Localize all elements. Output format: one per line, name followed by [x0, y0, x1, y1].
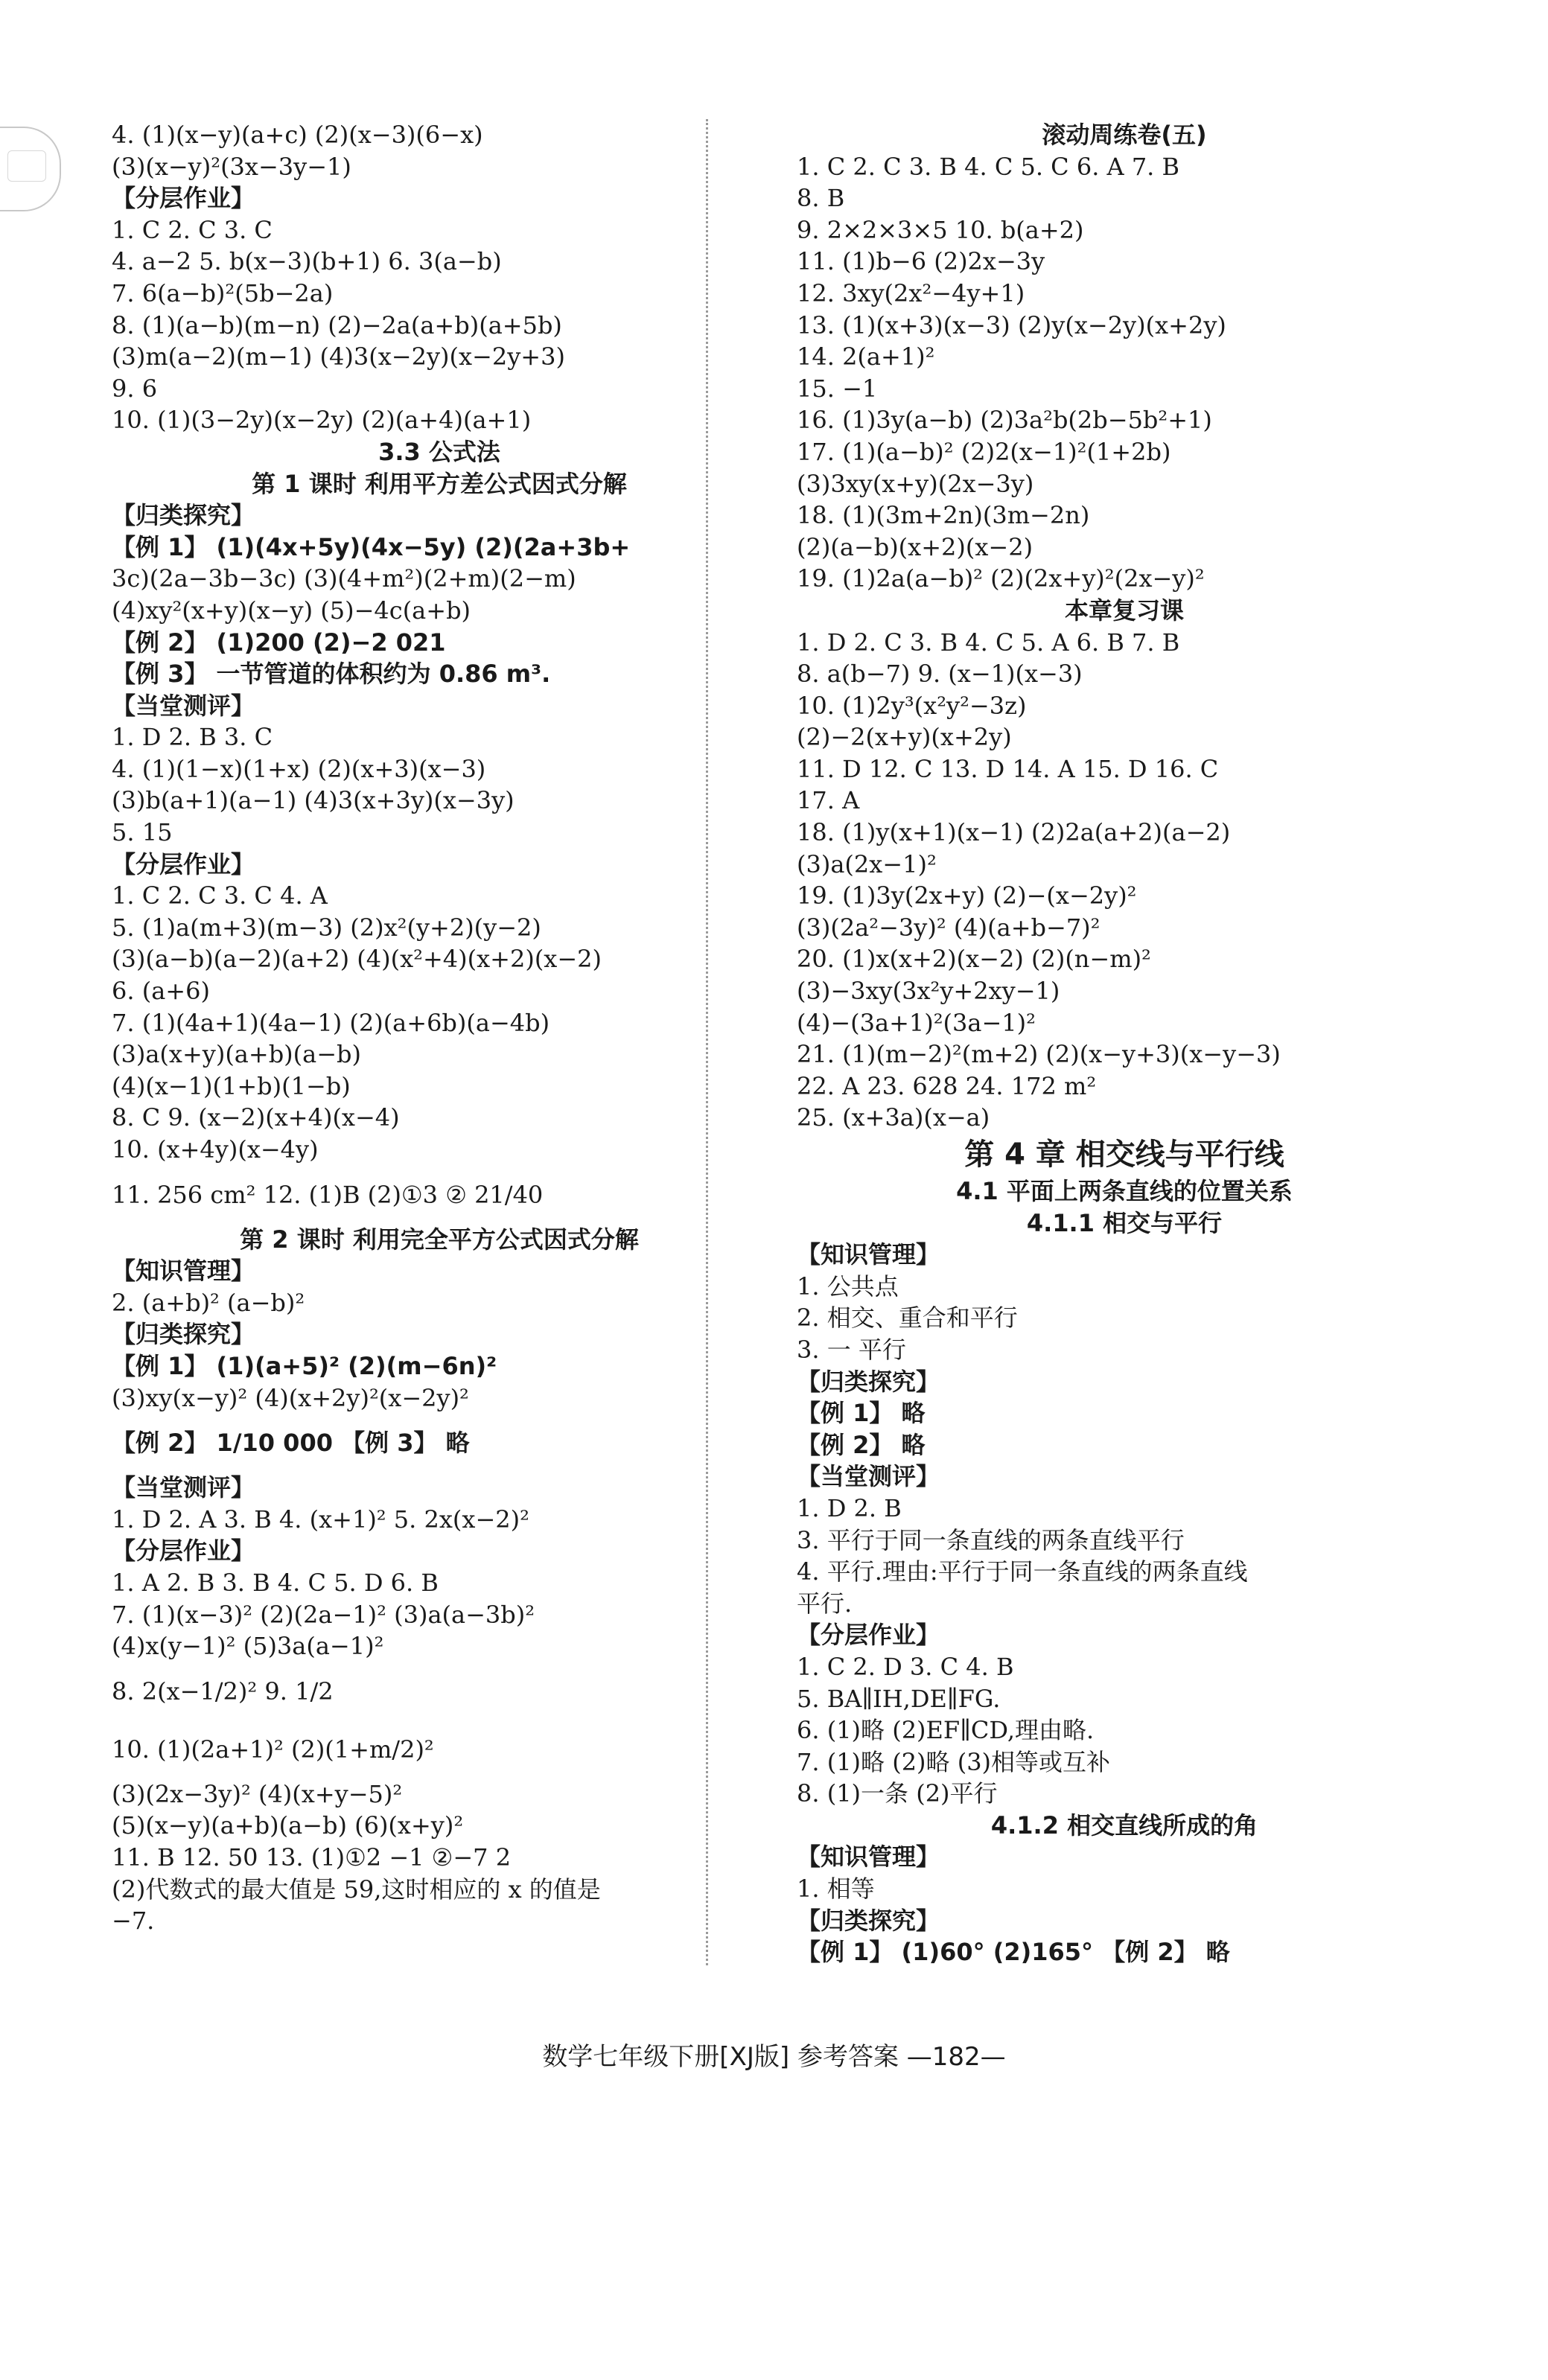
right-line: 【知识管理】	[797, 1843, 940, 1872]
right-line: 【归类探究】	[797, 1367, 940, 1396]
right-line: 1. 相等	[797, 1875, 875, 1904]
left-line: (5)(x−y)(a+b)(a−b) (6)(x+y)²	[112, 1811, 464, 1840]
right-line: 1. C 2. C 3. B 4. C 5. C 6. A 7. B	[797, 152, 1180, 181]
left-line: (4)(x−1)(1+b)(1−b)	[112, 1071, 351, 1100]
left-line: 3c)(2a−3b−3c) (3)(4+m²)(2+m)(2−m)	[112, 564, 576, 593]
right-line: 9. 2×2×3×5 10. b(a+2)	[797, 215, 1084, 244]
right-line: (2)(a−b)(x+2)(x−2)	[797, 532, 1033, 561]
left-line: 【例 1】 (1)(a+5)² (2)(m−6n)²	[112, 1351, 497, 1380]
left-line: 【例 2】 (1)200 (2)−2 021	[112, 628, 446, 657]
left-line: 第 2 课时 利用完全平方公式因式分解	[240, 1225, 639, 1254]
right-line: 1. 公共点	[797, 1272, 899, 1301]
right-line: 3. 一 平行	[797, 1335, 906, 1364]
left-line: 10. (1)(3−2y)(x−2y) (2)(a+4)(a+1)	[112, 406, 532, 435]
left-line: 8. C 9. (x−2)(x+4)(x−4)	[112, 1103, 400, 1132]
left-line: 5. (1)a(m+3)(m−3) (2)x²(y+2)(y−2)	[112, 913, 541, 942]
left-line: 5. 15	[112, 818, 173, 847]
left-line: 7. (1)(4a+1)(4a−1) (2)(a+6b)(a−4b)	[112, 1008, 550, 1037]
right-line: 1. D 2. C 3. B 4. C 5. A 6. B 7. B	[797, 628, 1180, 657]
page-footer: 数学七年级下册[XJ版] 参考答案 —182—	[542, 2042, 1006, 2072]
right-line: 10. (1)2y³(x²y²−3z)	[797, 691, 1027, 720]
right-line: 4. 平行.理由:平行于同一条直线的两条直线	[797, 1557, 1248, 1586]
right-line: 【分层作业】	[797, 1621, 940, 1650]
left-line: (3)(a−b)(a−2)(a+2) (4)(x²+4)(x+2)(x−2)	[112, 945, 602, 974]
right-line: 平行.	[797, 1589, 853, 1618]
left-line: 2. (a+b)² (a−b)²	[112, 1288, 305, 1317]
left-line: 【当堂测评】	[112, 1473, 255, 1502]
right-line: 15. −1	[797, 374, 878, 403]
right-line: 20. (1)x(x+2)(x−2) (2)(n−m)²	[797, 945, 1151, 974]
right-line: 滚动周练卷(五)	[1042, 121, 1207, 149]
left-line: 7. (1)(x−3)² (2)(2a−1)² (3)a(a−3b)²	[112, 1600, 535, 1629]
right-line: 4.1.1 相交与平行	[1026, 1208, 1223, 1237]
left-line: 【分层作业】	[112, 184, 255, 213]
right-line: 11. (1)b−6 (2)2x−3y	[797, 247, 1045, 276]
stamp-mark	[7, 150, 46, 182]
right-line: 5. BA∥IH,DE∥FG.	[797, 1684, 1001, 1713]
right-line: 11. D 12. C 13. D 14. A 15. D 16. C	[797, 754, 1219, 783]
right-line: 18. (1)(3m+2n)(3m−2n)	[797, 501, 1090, 530]
right-line: 1. D 2. B	[797, 1493, 902, 1522]
right-line: 8. B	[797, 184, 845, 213]
right-line: 【例 1】 略	[797, 1399, 926, 1428]
left-line: 11. 256 cm² 12. (1)B (2)①3 ② 21/40	[112, 1180, 544, 1209]
right-line: 1. C 2. D 3. C 4. B	[797, 1652, 1014, 1681]
left-line: (2)代数式的最大值是 59,这时相应的 x 的值是	[112, 1875, 601, 1904]
right-line: 2. 相交、重合和平行	[797, 1304, 1018, 1333]
right-line: 25. (x+3a)(x−a)	[797, 1103, 990, 1132]
right-line: (3)3xy(x+y)(2x−3y)	[797, 469, 1034, 498]
right-line: (2)−2(x+y)(x+2y)	[797, 723, 1012, 752]
right-line: 本章复习课	[1064, 596, 1184, 625]
right-line: 4.1 平面上两条直线的位置关系	[956, 1177, 1293, 1205]
right-line: 22. A 23. 628 24. 172 m²	[797, 1071, 1097, 1100]
left-line: 【例 2】 1/10 000 【例 3】 略	[112, 1429, 470, 1458]
left-line: 10. (x+4y)(x−4y)	[112, 1135, 319, 1164]
left-line: 第 1 课时 利用平方差公式因式分解	[252, 469, 627, 498]
left-line: 【归类探究】	[112, 501, 255, 530]
right-line: 18. (1)y(x+1)(x−1) (2)2a(a+2)(a−2)	[797, 818, 1231, 847]
left-line: −7.	[112, 1907, 155, 1936]
right-line: (3)−3xy(3x²y+2xy−1)	[797, 977, 1060, 1006]
right-line: 16. (1)3y(a−b) (2)3a²b(2b−5b²+1)	[797, 406, 1212, 435]
right-line: 13. (1)(x+3)(x−3) (2)y(x−2y)(x+2y)	[797, 310, 1226, 339]
right-line: (4)−(3a+1)²(3a−1)²	[797, 1008, 1036, 1037]
left-line: 3.3 公式法	[378, 437, 500, 466]
left-line: 【例 1】 (1)(4x+5y)(4x−5y) (2)(2a+3b+	[112, 532, 631, 561]
right-column	[797, 119, 1452, 1968]
left-line: 1. D 2. B 3. C	[112, 723, 273, 752]
right-line: 第 4 章 相交线与平行线	[964, 1138, 1284, 1172]
left-line: (4)x(y−1)² (5)3a(a−1)²	[112, 1632, 384, 1661]
left-line: 【当堂测评】	[112, 691, 255, 720]
left-line: (3)m(a−2)(m−1) (4)3(x−2y)(x−2y+3)	[112, 342, 565, 371]
corner-stamp	[0, 127, 61, 211]
right-line: 【例 2】 略	[797, 1430, 926, 1459]
right-line: 【归类探究】	[797, 1906, 940, 1935]
left-line: (3)xy(x−y)² (4)(x+2y)²(x−2y)²	[112, 1383, 469, 1412]
left-line: 4. (1)(1−x)(1+x) (2)(x+3)(x−3)	[112, 754, 486, 783]
right-line: 19. (1)2a(a−b)² (2)(2x+y)²(2x−y)²	[797, 564, 1205, 593]
right-line: 12. 3xy(2x²−4y+1)	[797, 278, 1025, 307]
left-line: (3)b(a+1)(a−1) (4)3(x+3y)(x−3y)	[112, 786, 515, 815]
right-line: 17. A	[797, 786, 860, 815]
right-line: (3)(2a²−3y)² (4)(a+b−7)²	[797, 913, 1101, 942]
left-line: 4. (1)(x−y)(a+c) (2)(x−3)(6−x)	[112, 121, 483, 149]
left-line: 8. (1)(a−b)(m−n) (2)−2a(a+b)(a+5b)	[112, 310, 562, 339]
right-line: (3)a(2x−1)²	[797, 849, 937, 878]
left-line: 10. (1)(2a+1)² (2)(1+m/2)²	[112, 1735, 434, 1764]
left-line: (4)xy²(x+y)(x−y) (5)−4c(a+b)	[112, 596, 471, 625]
left-line: 1. C 2. C 3. C	[112, 215, 273, 244]
right-line: 【当堂测评】	[797, 1462, 940, 1491]
left-line: 【归类探究】	[112, 1320, 255, 1349]
left-line: (3)a(x+y)(a+b)(a−b)	[112, 1040, 361, 1069]
right-line: 21. (1)(m−2)²(m+2) (2)(x−y+3)(x−y−3)	[797, 1040, 1281, 1069]
left-line: 9. 6	[112, 374, 158, 403]
left-line: 【知识管理】	[112, 1257, 255, 1286]
right-line: 4.1.2 相交直线所成的角	[990, 1810, 1258, 1840]
left-line: (3)(x−y)²(3x−3y−1)	[112, 152, 351, 181]
right-line: 6. (1)略 (2)EF∥CD,理由略.	[797, 1716, 1095, 1745]
left-line: (3)(2x−3y)² (4)(x+y−5)²	[112, 1779, 403, 1808]
right-line: 14. 2(a+1)²	[797, 342, 935, 371]
right-line: 3. 平行于同一条直线的两条直线平行	[797, 1525, 1185, 1554]
left-column	[112, 119, 767, 1937]
left-line: 1. C 2. C 3. C 4. A	[112, 881, 328, 910]
left-line: 6. (a+6)	[112, 977, 210, 1006]
left-line: 11. B 12. 50 13. (1)①2 −1 ②−7 2	[112, 1843, 512, 1872]
left-line: 8. 2(x−1/2)² 9. 1/2	[112, 1676, 334, 1706]
left-line: 7. 6(a−b)²(5b−2a)	[112, 278, 334, 307]
right-line: 7. (1)略 (2)略 (3)相等或互补	[797, 1747, 1111, 1776]
right-line: 【例 1】 (1)60° (2)165° 【例 2】 略	[797, 1938, 1230, 1967]
left-line: 4. a−2 5. b(x−3)(b+1) 6. 3(a−b)	[112, 247, 502, 276]
right-line: 19. (1)3y(2x+y) (2)−(x−2y)²	[797, 881, 1137, 910]
left-line: 【分层作业】	[112, 1537, 255, 1566]
right-line: 8. a(b−7) 9. (x−1)(x−3)	[797, 660, 1083, 689]
right-line: 【知识管理】	[797, 1240, 940, 1269]
left-line: 【分层作业】	[112, 849, 255, 878]
left-line: 【例 3】 一节管道的体积约为 0.86 m³.	[112, 660, 551, 689]
right-line: 8. (1)一条 (2)平行	[797, 1779, 998, 1808]
left-line: 1. D 2. A 3. B 4. (x+1)² 5. 2x(x−2)²	[112, 1505, 529, 1534]
right-line: 17. (1)(a−b)² (2)2(x−1)²(1+2b)	[797, 437, 1171, 466]
left-line: 1. A 2. B 3. B 4. C 5. D 6. B	[112, 1568, 439, 1597]
